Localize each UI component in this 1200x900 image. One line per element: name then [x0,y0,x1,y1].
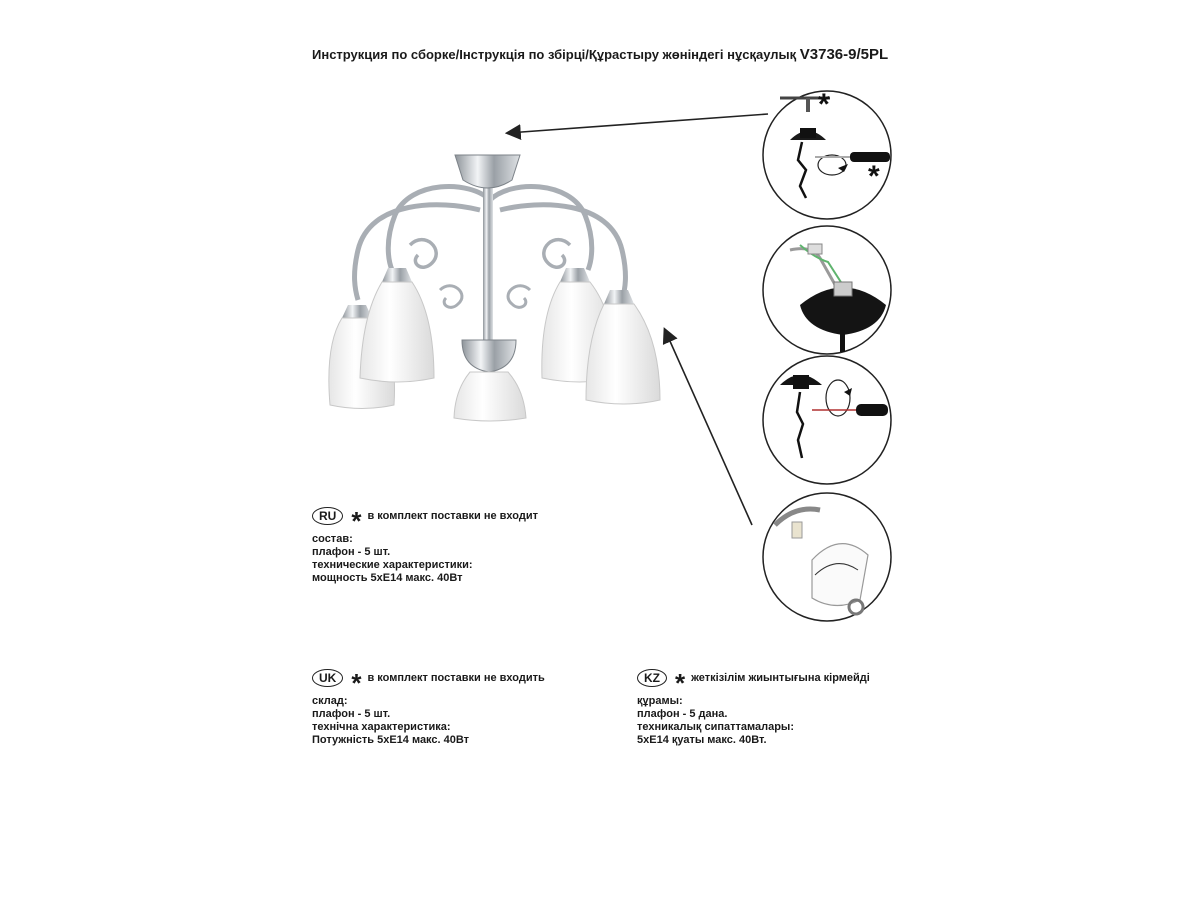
step-1-star-bottom: * [868,160,880,193]
kz-line: құрамы: [637,695,683,707]
kz-line: плафон - 5 дана. [637,708,728,720]
ru-note: в комплект поставки не входит [367,509,538,522]
ru-line: состав: [312,533,353,545]
uk-language-badge: UK [312,669,343,687]
ru-line: мощность 5хЕ14 макс. 40Вт [312,572,463,584]
step-1-star-top: * [818,88,830,121]
arrow-to-canopy [508,114,768,133]
kz-line: техникалық сипаттамалары: [637,721,794,733]
ru-line: плафон - 5 шт. [312,546,391,558]
chandelier-image [329,155,660,421]
uk-section [312,667,545,747]
step-2-wiring [763,226,891,354]
kz-section [637,667,870,747]
uk-line: склад: [312,695,348,707]
asterisk-icon: * [351,668,362,698]
asterisk-icon: * [675,668,686,698]
asterisk-icon: * [351,506,362,536]
title-text: Инструкция по сборке/Інструкція по збірці/Құрастыру жөніндегі нұсқаулық [312,47,797,62]
uk-note: в комплект поставки не входить [367,671,545,684]
kz-language-badge: KZ [637,669,667,687]
kz-note: жеткізілім жиынтығына кірмейді [691,671,870,684]
ru-line: технические характеристики: [312,559,473,571]
uk-line: Потужність 5хЕ14 макс. 40Вт [312,734,470,746]
step-3-screw [763,356,891,484]
arrow-to-shade [665,330,752,525]
uk-line: технічна характеристика: [312,721,451,733]
model-number: V3736-9/5PL [799,46,889,63]
kz-line: 5хЕ14 қуаты макс. 40Вт. [637,734,767,746]
ru-language-badge: RU [312,507,343,525]
uk-line: плафон - 5 шт. [312,708,391,720]
step-4-shade [763,493,891,621]
ru-section [312,505,538,585]
